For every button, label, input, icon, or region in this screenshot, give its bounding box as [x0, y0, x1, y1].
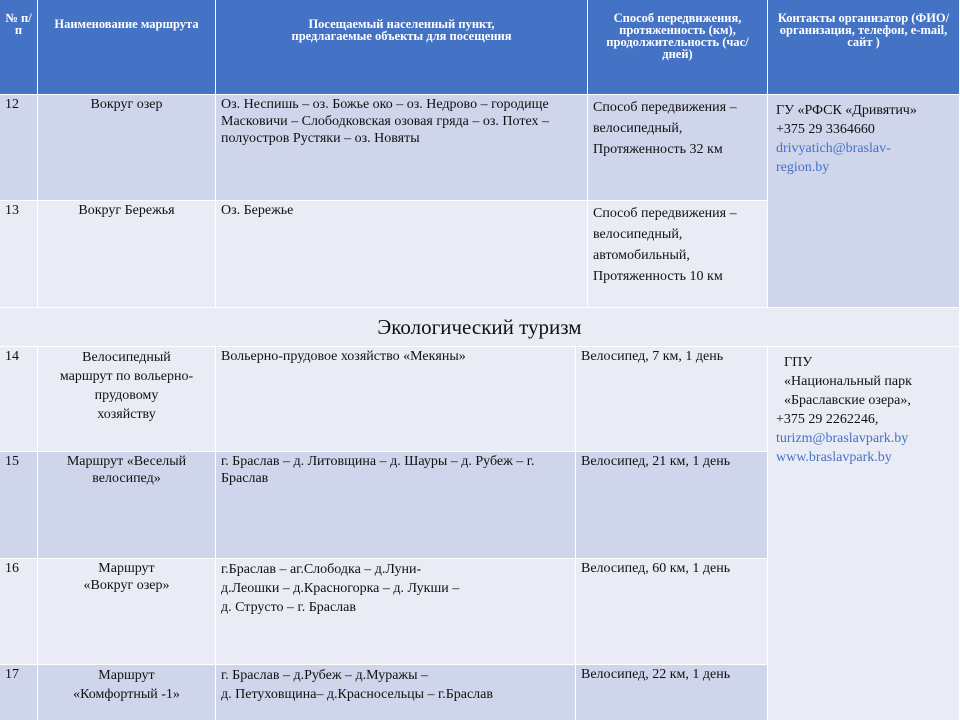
- contact-park-site[interactable]: www.braslavpark.by: [776, 450, 892, 465]
- row-12-name: Вокруг озер: [38, 95, 216, 201]
- contact-park-email[interactable]: turizm@braslavpark.by: [776, 431, 909, 446]
- row-14-num: 14: [0, 347, 38, 452]
- row-16-name: [38, 559, 216, 665]
- header-places-line-1: Посещаемый населенный пункт,: [308, 17, 495, 31]
- contact-cell-national-park: [768, 347, 960, 720]
- contact-rfsk-phone: +375 29 3364660: [776, 122, 875, 137]
- row-17-places-line-1: г. Браслав – д.Рубеж – д.Муражы –: [221, 668, 429, 683]
- row-15-num: 15: [0, 452, 38, 559]
- row-14-places: Вольерно-прудовое хозяйство «Мекяны»: [216, 347, 576, 452]
- header-contacts: Контакты организатор (ФИО/организация, телефон, e-mail, сайт ): [768, 0, 960, 95]
- header-places: [216, 0, 588, 95]
- contact-park-org-line-1: ГПУ: [784, 355, 813, 370]
- row-14-method: Велосипед, 7 км, 1 день: [576, 347, 768, 452]
- row-16-places-line-2: д.Леошки – д.Красногорка – д. Лукши –: [221, 581, 460, 596]
- row-13-places: Оз. Бережье: [216, 201, 588, 308]
- row-16-places: [216, 559, 576, 665]
- row-12-method: Способ передвижения – велосипедный, Протяженность 32 км: [588, 95, 768, 201]
- row-13-num: 13: [0, 201, 38, 308]
- section-title: Экологический туризм: [0, 308, 960, 347]
- contact-park-phone: +375 29 2262246,: [776, 412, 879, 427]
- row-16-name-line-2: «Вокруг озер»: [83, 578, 170, 593]
- row-14-name-line-3: прудовому: [94, 388, 159, 403]
- header-places-line-2: предлагаемые объекты для посещения: [291, 29, 512, 43]
- row-17-num: 17: [0, 665, 38, 720]
- row-16-num: 16: [0, 559, 38, 665]
- row-17-name-line-2: «Комфортный -1»: [73, 687, 180, 702]
- row-14-name-line-1: Велосипедный: [82, 350, 171, 365]
- row-15-method: Велосипед, 21 км, 1 день: [576, 452, 768, 559]
- row-12-places: Оз. Неспишь – оз. Божье око – оз. Недрово – городище Масковичи – Слободковская озовая гряда – оз. Потех – полуостров Рустяки – оз. Новяты: [216, 95, 588, 201]
- contact-rfsk-email-line-1[interactable]: drivyatich@braslav-: [776, 141, 891, 156]
- row-15-name: [38, 452, 216, 559]
- row-17-name: [38, 665, 216, 720]
- contact-rfsk-email-line-2[interactable]: region.by: [776, 160, 830, 175]
- contact-park-org-line-3: «Браславские озера»,: [784, 393, 911, 408]
- row-17-name-line-1: Маршрут: [98, 668, 155, 683]
- row-17-places: [216, 665, 576, 720]
- header-name: Наименование маршрута: [38, 0, 216, 95]
- row-14-name-line-4: хозяйству: [97, 407, 156, 422]
- row-12-num: 12: [0, 95, 38, 201]
- row-17-places-line-2: д. Петуховщина– д.Красносельцы – г.Браслав: [221, 687, 493, 702]
- contact-rfsk-org: ГУ «РФСК «Дривятич»: [776, 103, 917, 118]
- contact-cell-rfsk: [768, 95, 960, 308]
- header-num: № п/п: [0, 0, 38, 95]
- row-17-method: Велосипед, 22 км, 1 день: [576, 665, 768, 720]
- row-16-name-line-1: Маршрут: [98, 561, 155, 576]
- row-13-method: Способ передвижения – велосипедный, автомобильный, Протяженность 10 км: [588, 201, 768, 308]
- row-16-places-line-1: г.Браслав – аг.Слободка – д.Луни-: [221, 562, 422, 577]
- row-16-places-line-3: д. Струсто – г. Браслав: [221, 600, 356, 615]
- row-15-name-line-2: велосипед»: [92, 471, 161, 486]
- contact-park-org-line-2: «Национальный парк: [784, 374, 912, 389]
- row-16-method: Велосипед, 60 км, 1 день: [576, 559, 768, 665]
- row-15-places: г. Браслав – д. Литовщина – д. Шауры – д. Рубеж – г. Браслав: [216, 452, 576, 559]
- row-15-name-line-1: Маршрут «Веселый: [66, 454, 187, 469]
- row-13-name: Вокруг Бережья: [38, 201, 216, 308]
- row-14-name: [38, 347, 216, 452]
- row-14-name-line-2: маршрут по вольерно-: [59, 369, 194, 384]
- header-method: Способ передвижения, протяженность (км), продолжительность (час/дней): [588, 0, 768, 95]
